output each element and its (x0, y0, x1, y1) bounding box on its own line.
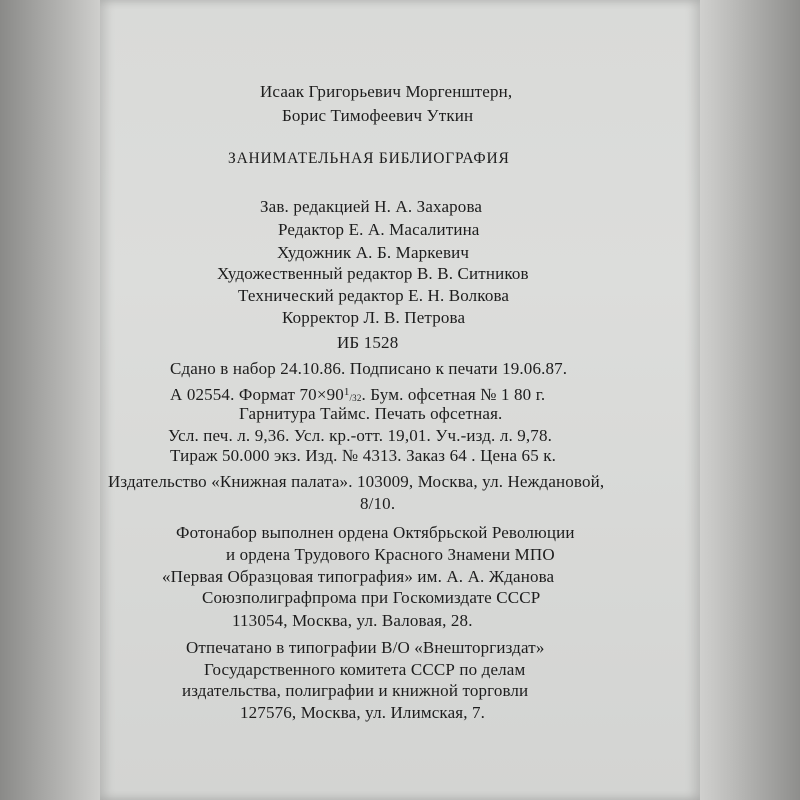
printed-line-4: 127576, Москва, ул. Илимская, 7. (240, 703, 486, 722)
typesetting-line-4: Союзполиграфпрома при Госкомиздате СССР (202, 588, 541, 607)
book-title: ЗАНИМАТЕЛЬНАЯ БИБЛИОГРАФИЯ (228, 150, 510, 167)
printed-line-1: Отпечатано в типографии В/О «Внешторгиздат» (186, 638, 545, 657)
staff-line-2: Редактор Е. А. Масалитина (278, 220, 480, 239)
ib-number: ИБ 1528 (337, 333, 399, 352)
typesetting-line-3: «Первая Образцовая типография» им. А. А. Жданова (162, 567, 555, 586)
typesetting-line-2: и ордена Трудового Красного Знамени МПО (226, 545, 555, 564)
print-info-line-2: А 02554. Формат $70\times 90^1/32$. Бум. офсетная № 1 80 г. (170, 385, 546, 404)
book-margin-right (700, 0, 800, 800)
staff-line-3: Художник А. Б. Маркевич (277, 243, 470, 262)
printed-line-2: Государственного комитета СССР по делам (204, 660, 526, 679)
author-line-2: Борис Тимофеевич Уткин (282, 106, 474, 125)
staff-line-5: Технический редактор Е. Н. Волкова (238, 286, 510, 305)
typesetting-line-1: Фотонабор выполнен ордена Октябрьской Революции (176, 523, 575, 542)
print-info-line-5: Тираж 50.000 экз. Изд. № 4313. Заказ 64 . Цена 65 к. (170, 446, 557, 465)
printed-line-3: издательства, полиграфии и книжной торговли (182, 681, 529, 700)
book-margin-left (0, 0, 100, 800)
author-line-1: Исаак Григорьевич Моргенштерн, (260, 82, 513, 101)
print-info-line-4: Усл. печ. л. 9,36. Усл. кр.-отт. 19,01. Уч.-изд. л. 9,78. (168, 426, 553, 445)
publisher-line-2: 8/10. (360, 494, 396, 513)
typesetting-line-5: 113054, Москва, ул. Валовая, 28. (232, 611, 473, 630)
staff-line-6: Корректор Л. В. Петрова (282, 308, 466, 327)
colophon-page (100, 0, 700, 800)
staff-line-1: Зав. редакцией Н. А. Захарова (260, 197, 483, 216)
publisher-line-1: Издательство «Книжная палата». 103009, Москва, ул. Неждановой, (108, 472, 605, 491)
print-info-line-3: Гарнитура Таймс. Печать офсетная. (239, 404, 503, 423)
staff-line-4: Художественный редактор В. В. Ситников (217, 264, 529, 283)
print-info-line-1: Сдано в набор 24.10.86. Подписано к печати 19.06.87. (170, 359, 568, 378)
